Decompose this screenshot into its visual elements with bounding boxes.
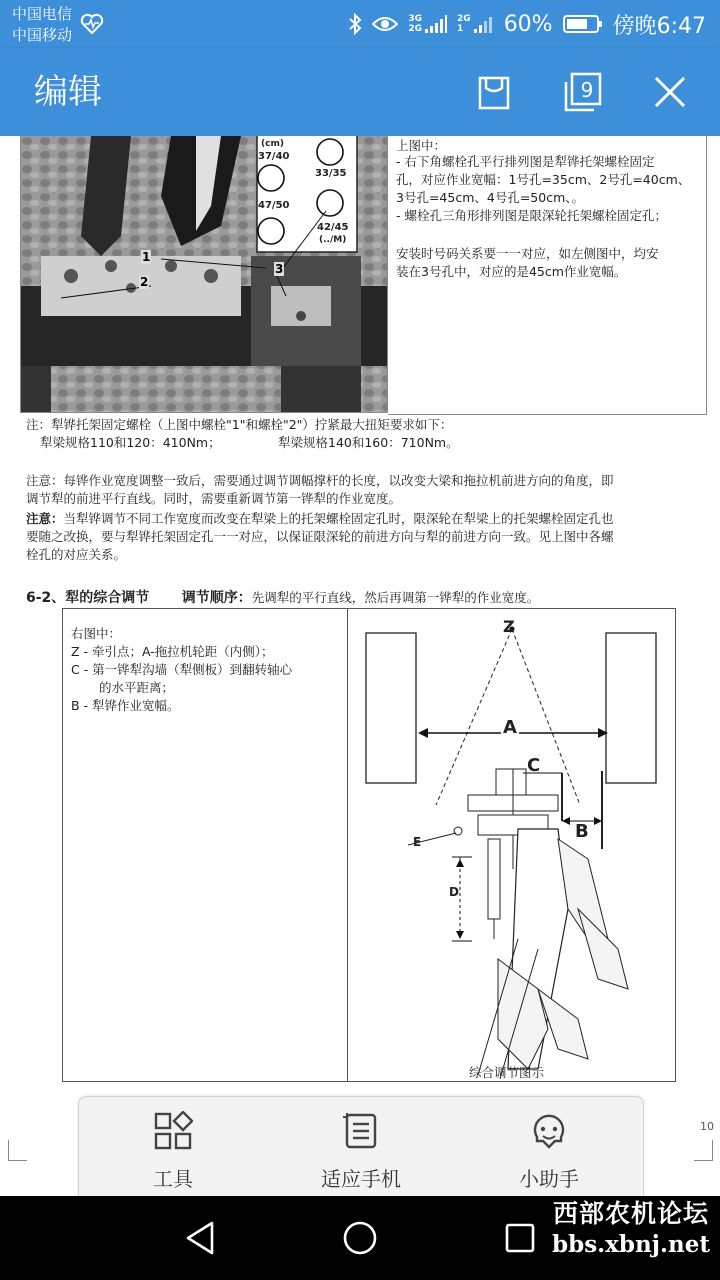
attention-1-line: 注意：每铧作业宽度调整一致后，需要通过调节调幅撑杆的长度，以改变大梁和拖拉机前进方向的角度，即 [26,473,614,488]
torque-110-120: 犁梁规格110和120：410Nm； [40,435,221,450]
legend-line: 的水平距离； [99,680,175,695]
legend-line: B - 犁铧作业宽幅。 [71,698,180,713]
recents-icon[interactable] [504,1222,536,1254]
net-2-top: 2G [457,14,471,24]
carrier-2: 中国移动 [12,26,73,44]
label-d: D [449,885,459,899]
signal-bars-icon [425,15,447,33]
hole-47-50: 47/50 [258,200,290,211]
hole-units: (cm) [261,139,284,149]
desc-line: - 螺栓孔三角形排列图是限深轮托架螺栓固定孔； [396,208,667,223]
desc-line: - 右下角螺栓孔平行排列图是犁铧托架螺栓固定 [396,154,655,169]
page-number: 10 [700,1120,714,1133]
hole-m: (../M) [319,235,347,245]
assistant-icon [529,1111,569,1151]
torque-note [26,416,706,452]
desc-line: 孔，对应作业宽幅：1号孔=35cm、2号孔=40cm、 [396,172,691,187]
crop-mark [694,1140,713,1161]
back-icon[interactable] [184,1220,216,1256]
section-heading [26,588,539,608]
legend-line: Z - 牵引点；A-拖拉机轮距（内侧）； [71,644,274,659]
assistant-button[interactable] [479,1097,619,1197]
hole-37-40: 37/40 [258,151,290,162]
torque-note-line: 注：犁铧托架固定螺栓（上图中螺栓"1"和螺栓"2"）拧紧最大扭矩要求如下： [26,417,453,432]
order-label: 调节顺序： [181,590,252,606]
legend [71,625,341,715]
page-title: 编辑 [34,72,102,112]
desc-line: 上图中： [396,138,447,153]
fit-phone-label: 适应手机 [321,1167,401,1191]
diagram-caption: 综合调节图示 [469,1065,545,1080]
legend-line: 右图中： [71,626,122,641]
battery-icon [563,14,603,34]
carrier-1: 中国电信 [12,5,73,23]
figure-bolt-holes [20,136,388,413]
health-icon [80,13,104,35]
hole-42-45: 42/45 [317,222,349,233]
hole-33-35: 33/35 [315,168,347,179]
bottom-toolbar [78,1096,644,1197]
label-e: E [413,835,422,849]
adjustment-table [62,608,676,1082]
label-a: A [503,717,517,738]
tools-button[interactable] [103,1097,243,1197]
callout-1: 1 [142,250,151,264]
fit-phone-icon [341,1111,381,1151]
save-icon[interactable] [472,70,516,114]
clock: 傍晚6:47 [612,13,706,39]
watermark-name: 西部农机论坛 [553,1199,710,1228]
legend-line: C - 第一铧犁沟墙（犁侧板）到翻转轴心 [71,662,293,677]
attention-2-line: 要随之改换，要与犁铧托架固定孔一一对应，以保证限深轮的前进方向与犁的前进方向一致。见上图中各螺 [26,529,614,544]
desc-line: 安装时号码关系要一一对应，如左侧图中，均安 [396,246,659,261]
signal-bars-icon [474,15,494,33]
net-1-top: 3G [408,14,423,24]
eye-icon [372,15,398,33]
tools-icon [153,1111,193,1151]
pages-button[interactable] [560,70,604,114]
label-z: Z [503,617,515,636]
attention-2-line: 栓孔的对应关系。 [26,547,127,562]
callout-3: 3 [275,262,284,276]
attention-2-line: 当犁铧调节不同工作宽度而改变在犁梁上的托架螺栓固定孔时，限深轮在犁梁上的托架螺栓固定孔也 [63,511,614,526]
bolt-hole-description [388,136,707,415]
document-page[interactable] [0,136,720,1196]
crop-mark [8,1140,27,1161]
tools-label: 工具 [153,1167,193,1191]
bluetooth-icon [348,13,362,35]
watermark-url: bbs.xbnj.net [552,1231,710,1258]
net-1-bottom: 2G [408,24,423,34]
attention-1-line: 调节犁的前进平行直线。同时，需要重新调节第一铧犁的作业宽度。 [26,491,402,506]
net-2-bottom: 1 [457,24,464,34]
signal-2 [457,14,494,34]
signal-1 [408,14,447,34]
fit-phone-button[interactable] [291,1097,431,1197]
battery-percent: 60% [503,11,553,37]
attention-2 [26,510,706,564]
desc-line: 3号孔=45cm、4号孔=50cm、。 [396,190,585,205]
attention-2-label: 注意： [26,511,64,526]
site-watermark [552,1198,710,1260]
label-b: B [575,821,589,842]
adjustment-diagram [348,609,675,1081]
pages-count: 9 [580,78,594,102]
order-text: 先调犁的平行直线，然后再调第一铧犁的作业宽度。 [251,590,540,605]
torque-140-160: 犁梁规格140和160：710Nm。 [278,435,459,450]
app-bar [0,48,720,136]
home-icon[interactable] [342,1220,378,1256]
status-bar [0,0,720,48]
close-icon[interactable] [648,70,692,114]
desc-line: 装在3号孔中，对应的是45cm作业宽幅。 [396,264,627,279]
attention-1 [26,472,706,508]
label-c: C [527,755,541,776]
callout-2: 2 [140,275,149,289]
assistant-label: 小助手 [519,1167,579,1191]
section-title: 6-2、犁的综合调节 [26,590,150,606]
